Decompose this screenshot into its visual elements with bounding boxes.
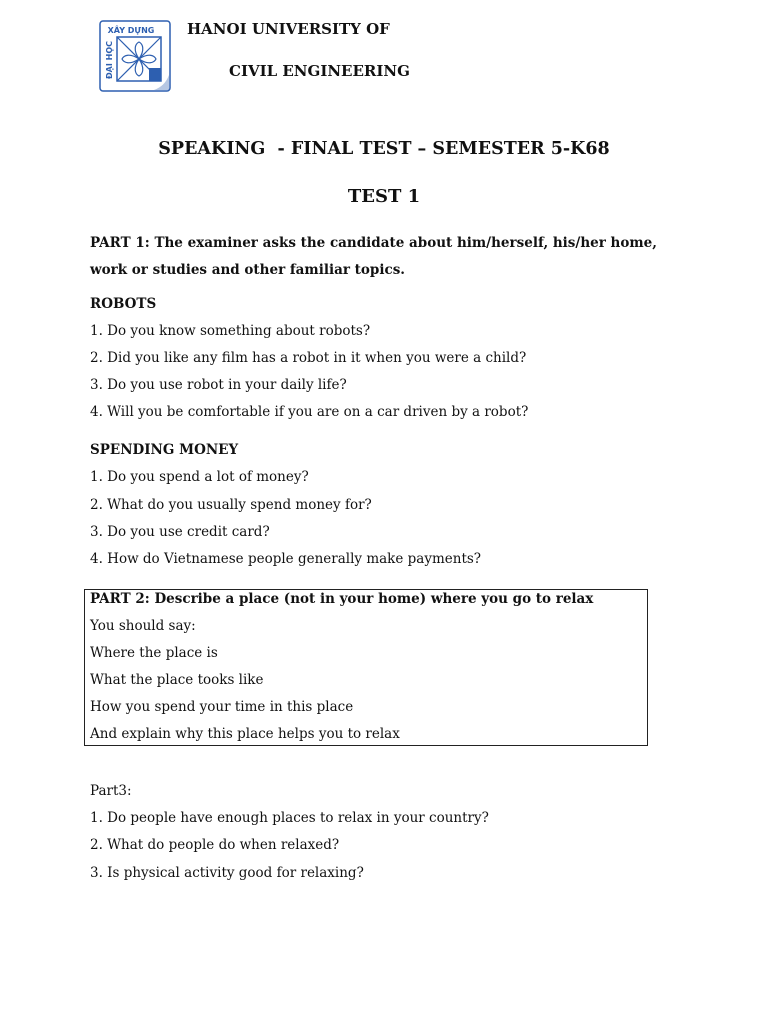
logo-text-top: XÂY DỰNG xyxy=(107,26,155,35)
university-logo xyxy=(99,20,171,92)
robots-question: 4. Will you be comfortable if you are on a car driven by a robot? xyxy=(90,404,529,420)
part3-heading: Part3: xyxy=(90,783,132,799)
spending-question: 4. How do Vietnamese people generally make payments? xyxy=(90,551,482,567)
robots-question: 3. Do you use robot in your daily life? xyxy=(90,377,347,393)
part2-heading: PART 2: Describe a place (not in your home) where you go to relax xyxy=(90,591,594,607)
test-subtitle: TEST 1 xyxy=(347,186,421,207)
part2-cue-card xyxy=(84,589,648,746)
section-heading-spending-money: SPENDING MONEY xyxy=(90,442,239,458)
university-name-line2: CIVIL ENGINEERING xyxy=(229,62,410,80)
logo-text-side: ĐẠI HỌC xyxy=(105,40,114,80)
robots-question: 1. Do you know something about robots? xyxy=(90,323,371,339)
part3-question: 1. Do people have enough places to relax in your country? xyxy=(90,810,489,826)
section-heading-robots: ROBOTS xyxy=(90,296,157,312)
part3-question: 2. What do people do when relaxed? xyxy=(90,837,340,853)
part3-question: 3. Is physical activity good for relaxing? xyxy=(90,865,364,881)
university-name-line1: HANOI UNIVERSITY OF xyxy=(187,20,390,38)
part2-line: What the place tooks like xyxy=(90,672,264,688)
robots-question: 2. Did you like any film has a robot in it when you were a child? xyxy=(90,350,527,366)
part1-intro: PART 1: The examiner asks the candidate about him/herself, his/her home, work or studies and other familiar topics. xyxy=(90,235,657,278)
test-title: SPEAKING - FINAL TEST – SEMESTER 5-K68 xyxy=(158,139,610,159)
part2-line: And explain why this place helps you to relax xyxy=(90,726,400,742)
spending-question: 2. What do you usually spend money for? xyxy=(90,497,372,513)
spending-question: 1. Do you spend a lot of money? xyxy=(90,469,309,485)
spending-question: 3. Do you use credit card? xyxy=(90,524,270,540)
part2-line: You should say: xyxy=(90,618,196,634)
part2-line: How you spend your time in this place xyxy=(90,699,354,715)
part2-line: Where the place is xyxy=(90,645,218,661)
